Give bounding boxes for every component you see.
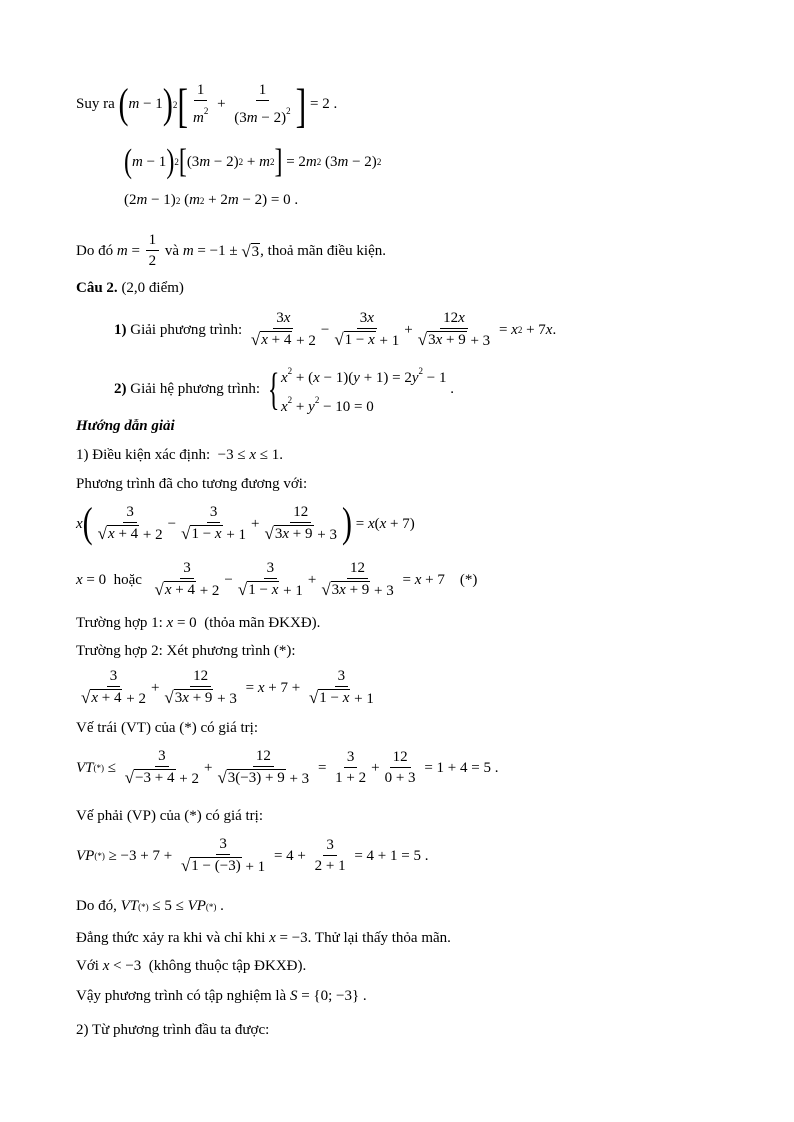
line-equality: Đẳng thức xảy ra khi và chỉ khi x = −3 . Thử lại thấy thỏa mãn. <box>76 930 451 946</box>
equality-end: . Thử lại thấy thỏa mãn. <box>307 930 451 946</box>
equation-rearranged: 3 √ x + 4 + 2 + 12 √ 3x + 9 + 3 = x + 7 + 3 √ 1 − x + 1 <box>81 668 374 707</box>
dkxd-text: 1) Điều kiện xác định: <box>76 447 211 463</box>
question-2-header <box>76 280 184 297</box>
question-2-part-1: 1) Giải phương trình: 3x √ x + 4 + 2 − 3x √ 1 − x + 1 + 12x √ 3x + 9 + 3 = x 2 + 7 x . <box>114 310 557 349</box>
line-dkxd: 1) Điều kiện xác định: −3 ≤ x ≤ 1. <box>76 447 283 463</box>
line-do-do-2: Do đó, VT (*) ≤ 5 ≤ VP (*) . <box>76 898 224 914</box>
hoac-text: hoặc <box>113 571 142 588</box>
case-1-text: Trường hợp 1: <box>76 615 163 631</box>
line-equiv <box>76 476 307 493</box>
vp-text: Vế phải (VP) của (*) có giá trị: <box>76 808 264 824</box>
case-1-end: (thỏa mãn ĐKXĐ). <box>204 615 321 631</box>
q1-label: 1) <box>114 321 127 338</box>
q1-text: Giải phương trình: <box>130 321 243 338</box>
question-2-points: (2,0 điểm) <box>121 280 184 296</box>
line-suy-ra: Suy ra ( m − 1 ) 2 [ $\frac{1}{m^2}$ + $\frac{1}{(3m - 2)^2}$ ] = 2 . <box>76 77 338 132</box>
and-text: và <box>164 242 180 259</box>
equation-vt: VT (*) ≤ 3 √ −3 + 4 + 2 + 12 √ 3(−3) + 9 + 3 = $\frac{3}{1 + 2}$ + $\frac{12}{0 + 3}$ = 1 + 4 = 5 . <box>76 748 499 787</box>
equation-factored-x: x ( 3 √ x + 4 + 2 − 3 √ 1 − x + 1 + 12 √ 3x + 9 + 3 ) = x ( x + 7) <box>76 500 415 547</box>
condition-text: , thoả mãn điều kiện. <box>260 242 386 259</box>
line-case-2 <box>76 643 296 660</box>
equation-expanded: ( m − 1 ) 2 [ (3 m − 2) 2 + m 2 ] = 2 m 2 (3 m − 2) 2 <box>124 143 382 181</box>
equiv-text: Phương trình đã cho tương đương với: <box>76 476 308 492</box>
voi-text: Với <box>76 958 99 974</box>
line-vt-text <box>76 720 258 737</box>
q2-text: Giải hệ phương trình: <box>130 380 261 397</box>
line-part-2 <box>76 1022 269 1039</box>
equation-vp: VP (*) ≥ −3 + 7 + 3 √ 1 − (−3) + 1 = 4 + $\frac{3}{2 + 1}$ = 4 + 1 = 5 . <box>76 836 429 875</box>
part-2-text: 2) Từ phương trình đầu ta được: <box>76 1022 270 1038</box>
equality-text: Đẳng thức xảy ra khi và chỉ khi <box>76 930 266 946</box>
guide-heading <box>76 418 175 435</box>
line-case-1: Trường hợp 1: x = 0 (thỏa mãn ĐKXĐ). <box>76 615 321 631</box>
conclusion-text: Vậy phương trình có tập nghiệm là <box>76 988 287 1004</box>
suy-ra-text: Suy ra <box>76 96 115 112</box>
equation-factored: (2 m − 1) 2 ( m 2 + 2 m − 2) = 0 . <box>124 192 299 208</box>
question-2-label: Câu 2. <box>76 280 118 296</box>
do-do-2-text: Do đó, <box>76 898 117 914</box>
line-voi: Với x < −3 (không thuộc tập ĐKXĐ). <box>76 958 307 974</box>
line-vp-text <box>76 808 263 825</box>
equation-system: { $x^2 + (x - 1)(y + 1) = 2y^2 - 1$ $x^2 + y^2 - 10 = 0$ <box>267 362 447 415</box>
question-2-part-2: 2) Giải hệ phương trình: { $x^2 + (x - 1)(y + 1) = 2y^2 - 1$ $x^2 + y^2 - 10 = 0$ . <box>114 360 454 418</box>
voi-end: (không thuộc tập ĐKXĐ). <box>148 958 307 974</box>
equation-star: x = 0 hoặc 3 √ x + 4 + 2 − 3 √ 1 − x + 1 + 12 √ 3x + 9 + 3 = x + 7 (*) <box>76 560 478 599</box>
star-label: (*) <box>459 571 478 588</box>
case-2-text: Trường hợp 2: Xét phương trình (*): <box>76 643 296 659</box>
vt-text: Vế trái (VT) của (*) có giá trị: <box>76 720 258 736</box>
guide-heading-text: Hướng dẫn giải <box>76 418 175 434</box>
line-do-do-m: Do đó m = $\frac{1}{2}$ và m = −1 ± √ 3 , thoả mãn điều kiện. <box>76 232 386 269</box>
do-do-text: Do đó <box>76 242 114 259</box>
line-conclusion: Vậy phương trình có tập nghiệm là S = {0; −3} . <box>76 988 367 1004</box>
q2-label: 2) <box>114 380 127 397</box>
